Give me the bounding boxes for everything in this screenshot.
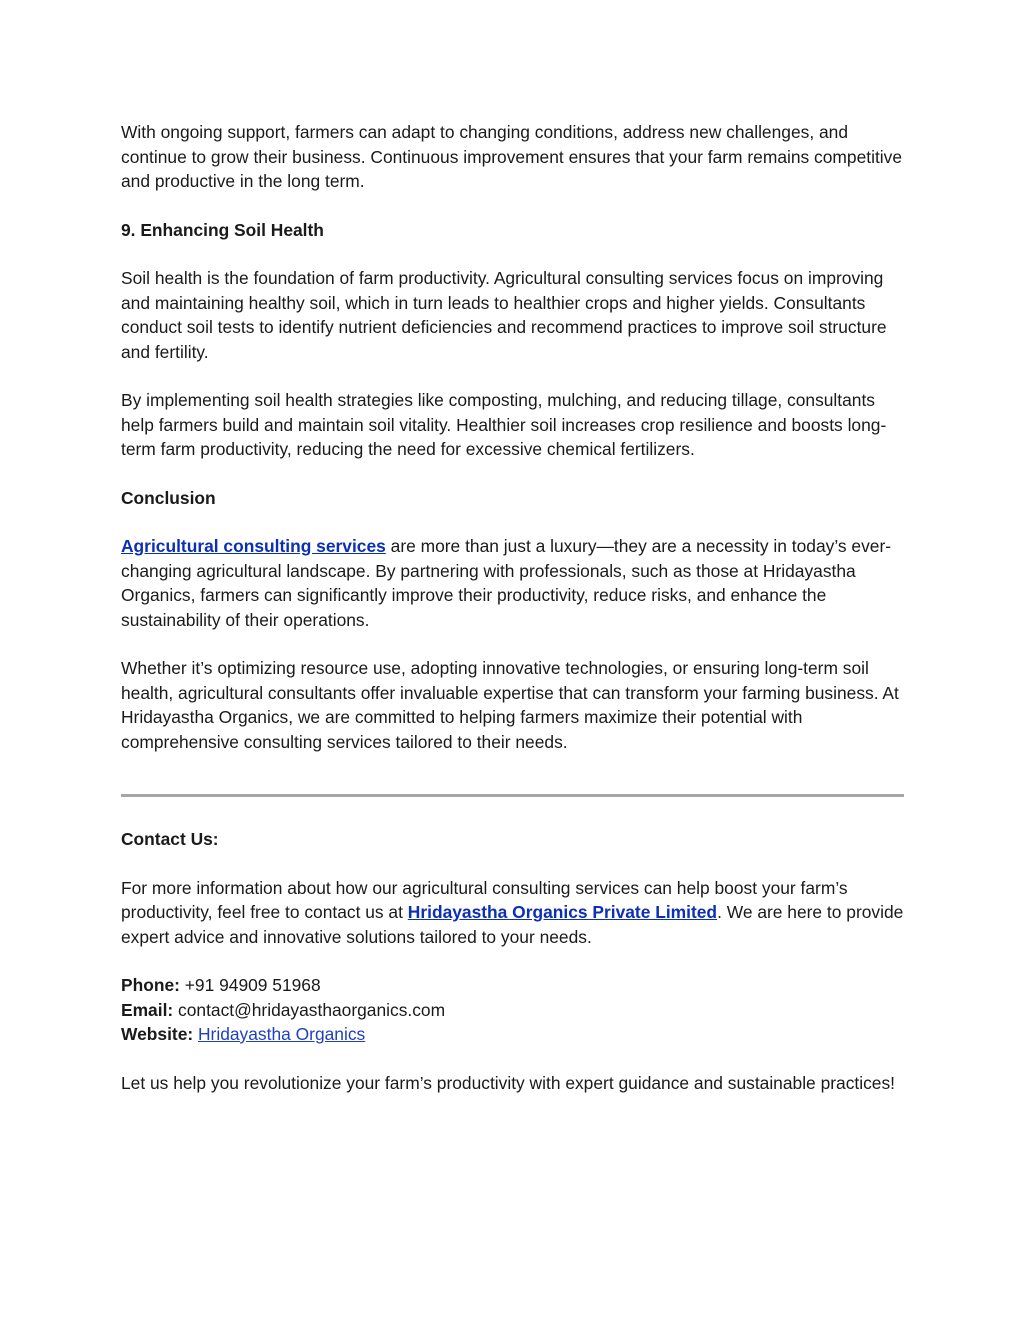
company-link[interactable]: Hridayastha Organics Private Limited [407, 902, 718, 922]
email-value: contact@hridayasthaorganics.com [173, 999, 446, 1020]
conclusion-paragraph-2: Whether it’s optimizing resource use, adopting innovative technologies, or ensuring long-term soil health, agricultural consultants offer invaluable expertise that can transform your farming business. At Hridayastha Organics, we are committed to helping farmers maximize their potential with comprehensive consulting services tailored to their needs. [121, 658, 899, 752]
phone-label: Phone: [121, 975, 180, 995]
phone-value: +91 94909 51968 [179, 975, 321, 995]
intro-paragraph: With ongoing support, farmers can adapt to changing conditions, address new challenges, and continue to grow their business. Continuous improvement ensures that your farm remains competitive and productive in the long term. [121, 122, 903, 191]
contact-intro-text: For more information about how our agricultural consulting services can help boost your farm’s productivity, feel free to contact us at [121, 877, 848, 922]
website-link[interactable]: Hridayastha Organics [198, 1024, 366, 1044]
website-label: Website: [121, 1024, 194, 1044]
contact-intro-paragraph [121, 876, 911, 950]
contact-heading: Contact Us: [121, 829, 219, 849]
conclusion-heading: Conclusion [121, 487, 216, 508]
soil-health-paragraph-1: Soil health is the foundation of farm productivity. Agricultural consulting services focus on improving and maintaining healthy soil, which in turn leads to healthier crops and higher yields. Consultants conduct soil tests to identify nutrient deficiencies and recommend practices to improve soil structure and fertility. [121, 268, 887, 362]
soil-health-paragraph-2: By implementing soil health strategies like composting, mulching, and reducing tillage, consultants help farmers build and maintain soil vitality. Healthier soil increases crop resilience and boosts long-term farm productivity, reducing the need for excessive chemical fertilizers. [121, 390, 887, 459]
email-line [121, 998, 911, 1023]
agricultural-consulting-services-link[interactable]: Agricultural consulting services [121, 536, 386, 556]
contact-intro-text-end: . We are here to provide expert advice and innovative solutions tailored to your needs. [121, 902, 904, 947]
website-line [121, 1022, 911, 1047]
horizontal-divider [121, 794, 904, 797]
closing-paragraph: Let us help you revolutionize your farm’s productivity with expert guidance and sustainable practices! [121, 1072, 895, 1093]
email-label: Email: [121, 999, 174, 1020]
document-page [121, 120, 911, 1095]
phone-line [121, 973, 911, 998]
conclusion-paragraph-1 [121, 534, 911, 632]
conclusion-paragraph-1-text: are more than just a luxury—they are a necessity in today’s ever-changing agricultural landscape. By partnering with professionals, such as those at Hridayastha Organics, farmers can significantly improve their productivity, reduce risks, and enhance the sustainability of their operations. [121, 536, 892, 630]
section-heading-soil-health: 9. Enhancing Soil Health [121, 219, 324, 240]
